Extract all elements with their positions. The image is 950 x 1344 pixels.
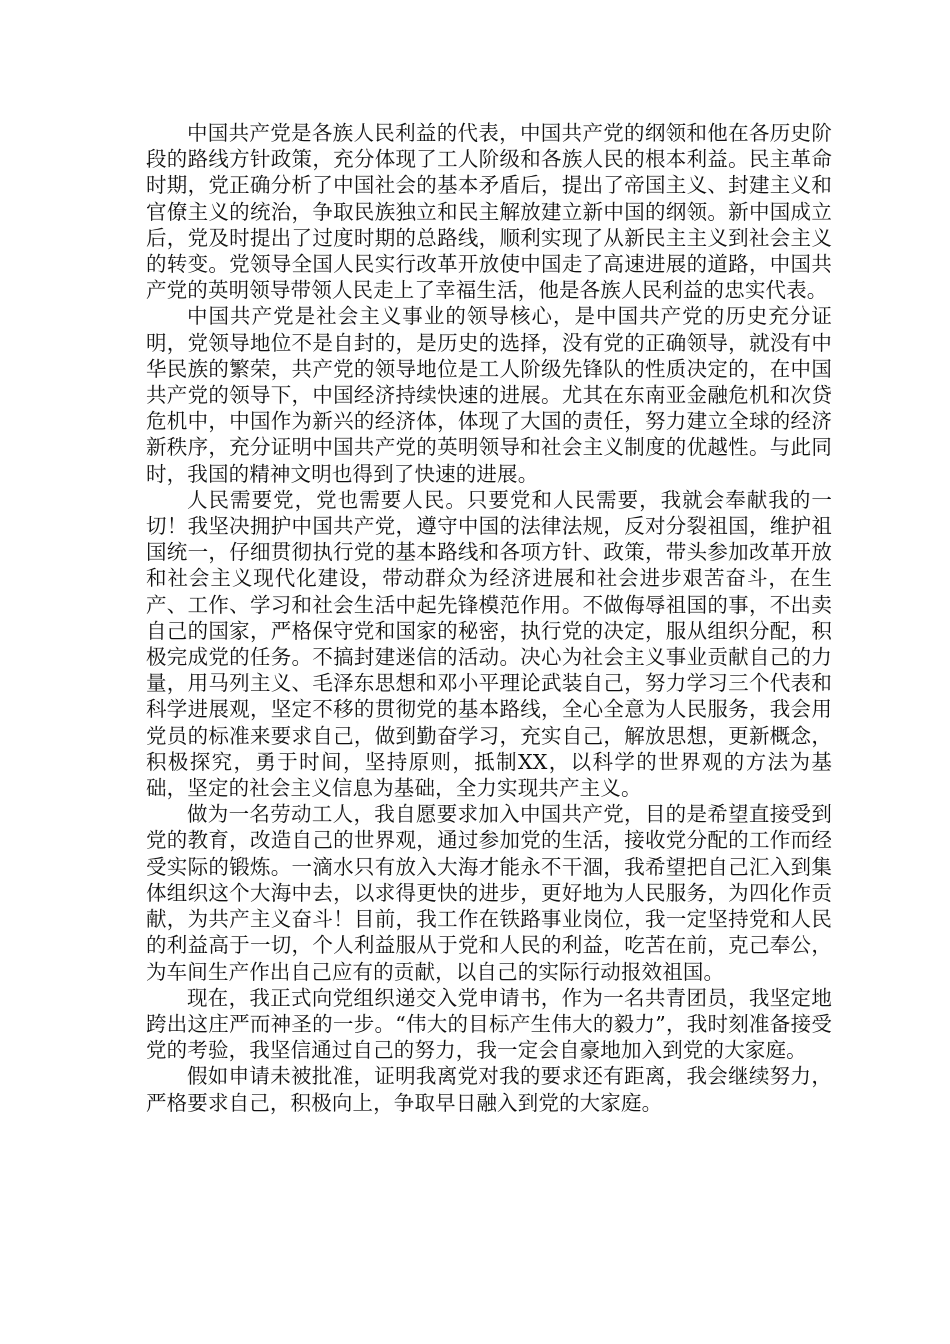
paragraph-1: 中国共产党是各族人民利益的代表，中国共产党的纲领和他在各历史阶段的路线方针政策，充分体现了工人阶级和各族人民的根本利益。民主革命时期，党正确分析了中国社会的基本矛盾后，提出了帝国主义、封建主义和官僚主义的统治，争取民族独立和民主解放建立新中国的纲领。新中国成立后，党及时提出了过度时期的总路线，顺利实现了从新民主主义到社会主义的转变。党领导全国人民实行改革开放使中国走了高速进展的道路，中国共产党的英明领导带领人民走上了幸福生活，他是各族人民利益的忠实代表。 <box>146 121 832 303</box>
paragraph-4: 做为一名劳动工人，我自愿要求加入中国共产党，目的是希望直接受到党的教育，改造自己的世界观，通过参加党的生活，接收党分配的工作而经受实际的锻炼。一滴水只有放入大海才能永不干涸，我希望把自己汇入到集体组织这个大海中去，以求得更快的进步，更好地为人民服务，为四化作贡献，为共产主义奋斗！目前，我工作在铁路事业岗位，我一定坚持党和人民的利益高于一切，个人利益服从于党和人民的利益，吃苦在前，克己奉公，为车间生产作出自己应有的贡献，以自己的实际行动报效祖国。 <box>146 802 832 984</box>
document-body <box>146 120 832 1116</box>
paragraph-3: 人民需要党，党也需要人民。只要党和人民需要，我就会奉献我的一切！我坚决拥护中国共产党，遵守中国的法律法规，反对分裂祖国，维护祖国统一，仔细贯彻执行党的基本路线和各项方针、政策，带头参加改革开放和社会主义现代化建设，带动群众为经济进展和社会进步艰苦奋斗，在生产、工作、学习和社会生活中起先锋模范作用。不做侮辱祖国的事，不出卖自己的国家，严格保守党和国家的秘密，执行党的决定，服从组织分配，积极完成党的任务。不搞封建迷信的活动。决心为社会主义事业贡献自己的力量，用马列主义、毛泽东思想和邓小平理论武装自己，努力学习三个代表和科学进展观，坚定不移的贯彻党的基本路线，全心全意为人民服务，我会用党员的标准来要求自己，做到勤奋学习，充实自己，解放思想，更新概念，积极探究，勇于时间，坚持原则，抵制XX，以科学的世界观的方法为基础，坚定的社会主义信息为基础，全力实现共产主义。 <box>146 487 832 801</box>
paragraph-2: 中国共产党是社会主义事业的领导核心，是中国共产党的历史充分证明，党领导地位不是自封的，是历史的选择，没有党的正确领导，就没有中华民族的繁荣，共产党的领导地位是工人阶级先锋队的性质决定的，在中国共产党的领导下，中国经济持续快速的进展。尤其在东南亚金融危机和次贷危机中，中国作为新兴的经济体，体现了大国的责任，努力建立全球的经济新秩序，充分证明中国共产党的英明领导和社会主义制度的优越性。与此同时，我国的精神文明也得到了快速的进展。 <box>146 304 832 486</box>
paragraph-6: 假如申请未被批准，证明我离党对我的要求还有距离，我会继续努力，严格要求自己，积极向上，争取早日融入到党的大家庭。 <box>146 1064 832 1115</box>
paragraph-5: 现在，我正式向党组织递交入党申请书，作为一名共青团员，我坚定地跨出这庄严而神圣的一步。“伟大的目标产生伟大的毅力”，我时刻准备接受党的考验，我坚信通过自己的努力，我一定会自豪地加入到党的大家庭。 <box>146 985 832 1063</box>
